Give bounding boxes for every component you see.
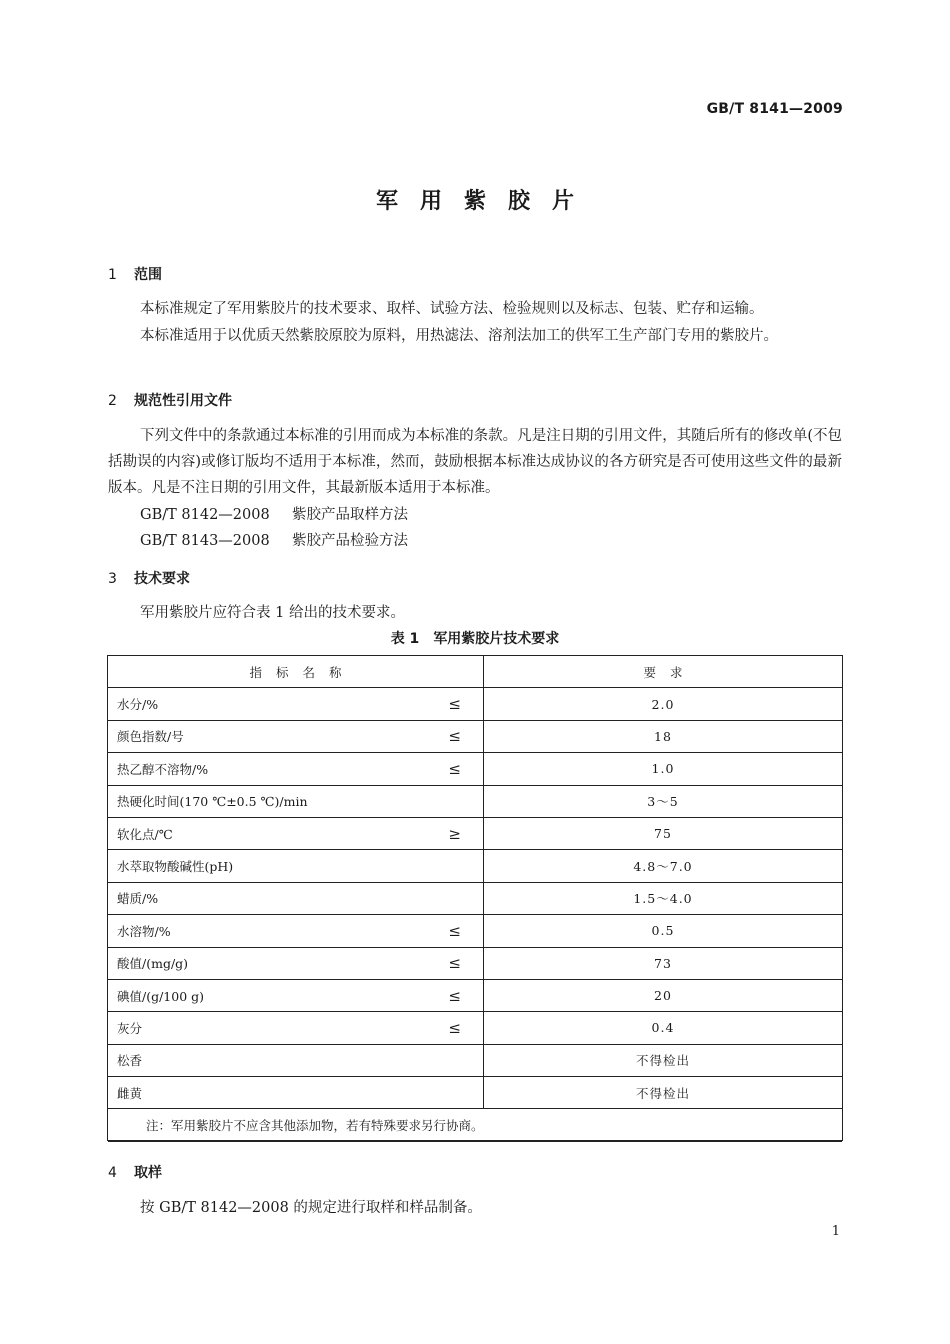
standard-code: GB/T 8141—2009 — [706, 101, 843, 117]
table-row — [108, 882, 842, 914]
reference-item — [140, 529, 408, 550]
section-1-heading — [108, 264, 162, 284]
comparison-symbol: ≤ — [448, 695, 461, 714]
row-name: 颜色指数/号 — [117, 729, 184, 745]
row-name-cell — [108, 1044, 484, 1076]
scope-paragraph-1: 本标准规定了军用紫胶片的技术要求、取样、试验方法、检验规则以及标志、包装、贮存和运输。 — [140, 301, 764, 317]
row-name: 雌黄 — [117, 1085, 143, 1101]
row-value: 1.5～4.0 — [484, 882, 843, 914]
row-name: 热乙醇不溶物/% — [117, 761, 209, 777]
table-row — [108, 979, 842, 1011]
table-row — [108, 1012, 842, 1044]
section-3-heading — [108, 568, 190, 588]
comparison-symbol: ≥ — [448, 824, 461, 843]
section-number: 2 — [108, 393, 117, 409]
comparison-symbol: ≤ — [448, 1018, 461, 1037]
reference-title: 紫胶产品检验方法 — [292, 533, 408, 549]
row-name: 酸值/(mg/g) — [117, 956, 189, 972]
row-name-cell — [108, 688, 484, 720]
row-value: 不得检出 — [484, 1044, 843, 1076]
row-name-cell — [108, 1012, 484, 1044]
table-row — [108, 1044, 842, 1076]
row-name: 碘值/(g/100 g) — [117, 988, 205, 1004]
requirements-table — [108, 655, 842, 1142]
section-2-heading — [108, 390, 232, 410]
row-name-cell — [108, 817, 484, 849]
row-name: 水萃取物酸碱性(pH) — [117, 859, 234, 875]
document-title: 军用紫胶片 — [375, 189, 596, 214]
row-value: 3～5 — [484, 785, 843, 817]
row-name-cell — [108, 882, 484, 914]
row-name: 灰分 — [117, 1020, 143, 1036]
table-row — [108, 753, 842, 785]
row-value: 不得检出 — [484, 1077, 843, 1109]
row-value: 0.4 — [484, 1012, 843, 1044]
table-row — [108, 1077, 842, 1109]
row-value: 73 — [484, 947, 843, 979]
table-caption-title: 军用紫胶片技术要求 — [433, 631, 560, 647]
references-paragraph: 下列文件中的条款通过本标准的引用而成为本标准的条款。凡是注日期的引用文件，其随后所有的修改单(不包括勘误的内容)或修订版均不适用于本标准，然而，鼓励根据本标准达成协议的各方研究是否可使用这些文件的最新版本。凡是不注日期的引用文件，其最新版本适用于本标准。 — [108, 428, 842, 496]
table-header-row — [108, 656, 842, 688]
scope-paragraph-2: 本标准适用于以优质天然紫胶原胶为原料，用热滤法、溶剂法加工的供军工生产部门专用的紫胶片。 — [140, 328, 778, 344]
row-name-cell — [108, 947, 484, 979]
comparison-symbol: ≤ — [448, 954, 461, 973]
header-indicator-name: 指标名称 — [108, 656, 484, 688]
table-row — [108, 947, 842, 979]
table-row — [108, 817, 842, 849]
reference-item — [140, 503, 408, 524]
sampling-paragraph: 按 GB/T 8142—2008 的规定进行取样和样品制备。 — [140, 1200, 482, 1216]
row-value: 18 — [484, 720, 843, 752]
row-name-cell — [108, 915, 484, 947]
row-name-cell — [108, 1077, 484, 1109]
comparison-symbol: ≤ — [448, 727, 461, 746]
row-value: 20 — [484, 979, 843, 1011]
table-caption-number: 表 1 — [390, 631, 420, 647]
section-title: 规范性引用文件 — [134, 393, 232, 409]
row-name: 水溶物/% — [117, 923, 171, 939]
section-number: 4 — [108, 1165, 117, 1181]
section-title: 取样 — [134, 1165, 162, 1181]
row-value: 1.0 — [484, 753, 843, 785]
table-caption — [0, 628, 950, 648]
section-title: 范围 — [134, 267, 162, 283]
table-row — [108, 720, 842, 752]
section-number: 3 — [108, 571, 117, 587]
row-name: 软化点/℃ — [117, 826, 173, 842]
section-number: 1 — [108, 267, 117, 283]
table-row — [108, 915, 842, 947]
row-name: 蜡质/% — [117, 891, 159, 907]
row-name-cell — [108, 979, 484, 1011]
row-name-cell — [108, 850, 484, 882]
section-title: 技术要求 — [134, 571, 190, 587]
row-name-cell — [108, 753, 484, 785]
section-4-heading — [108, 1162, 162, 1182]
table-note: 注：军用紫胶片不应含其他添加物，若有特殊要求另行协商。 — [108, 1109, 842, 1141]
comparison-symbol: ≤ — [448, 921, 461, 940]
reference-code: GB/T 8143—2008 — [140, 533, 270, 549]
comparison-symbol: ≤ — [448, 986, 461, 1005]
reference-title: 紫胶产品取样方法 — [292, 507, 408, 523]
page-number: 1 — [831, 1224, 840, 1239]
table-row — [108, 688, 842, 720]
table-note-row — [108, 1109, 842, 1141]
table-row — [108, 785, 842, 817]
row-value: 75 — [484, 817, 843, 849]
row-name: 松香 — [117, 1053, 143, 1069]
reference-code: GB/T 8142—2008 — [140, 507, 270, 523]
row-name-cell — [108, 785, 484, 817]
row-name-cell — [108, 720, 484, 752]
requirements-paragraph: 军用紫胶片应符合表 1 给出的技术要求。 — [140, 605, 405, 621]
row-value: 2.0 — [484, 688, 843, 720]
comparison-symbol: ≤ — [448, 759, 461, 778]
header-requirement: 要求 — [484, 656, 843, 688]
row-name: 热硬化时间(170 ℃±0.5 ℃)/min — [117, 794, 308, 810]
row-name: 水分/% — [117, 697, 159, 713]
row-value: 4.8～7.0 — [484, 850, 843, 882]
row-value: 0.5 — [484, 915, 843, 947]
table-row — [108, 850, 842, 882]
